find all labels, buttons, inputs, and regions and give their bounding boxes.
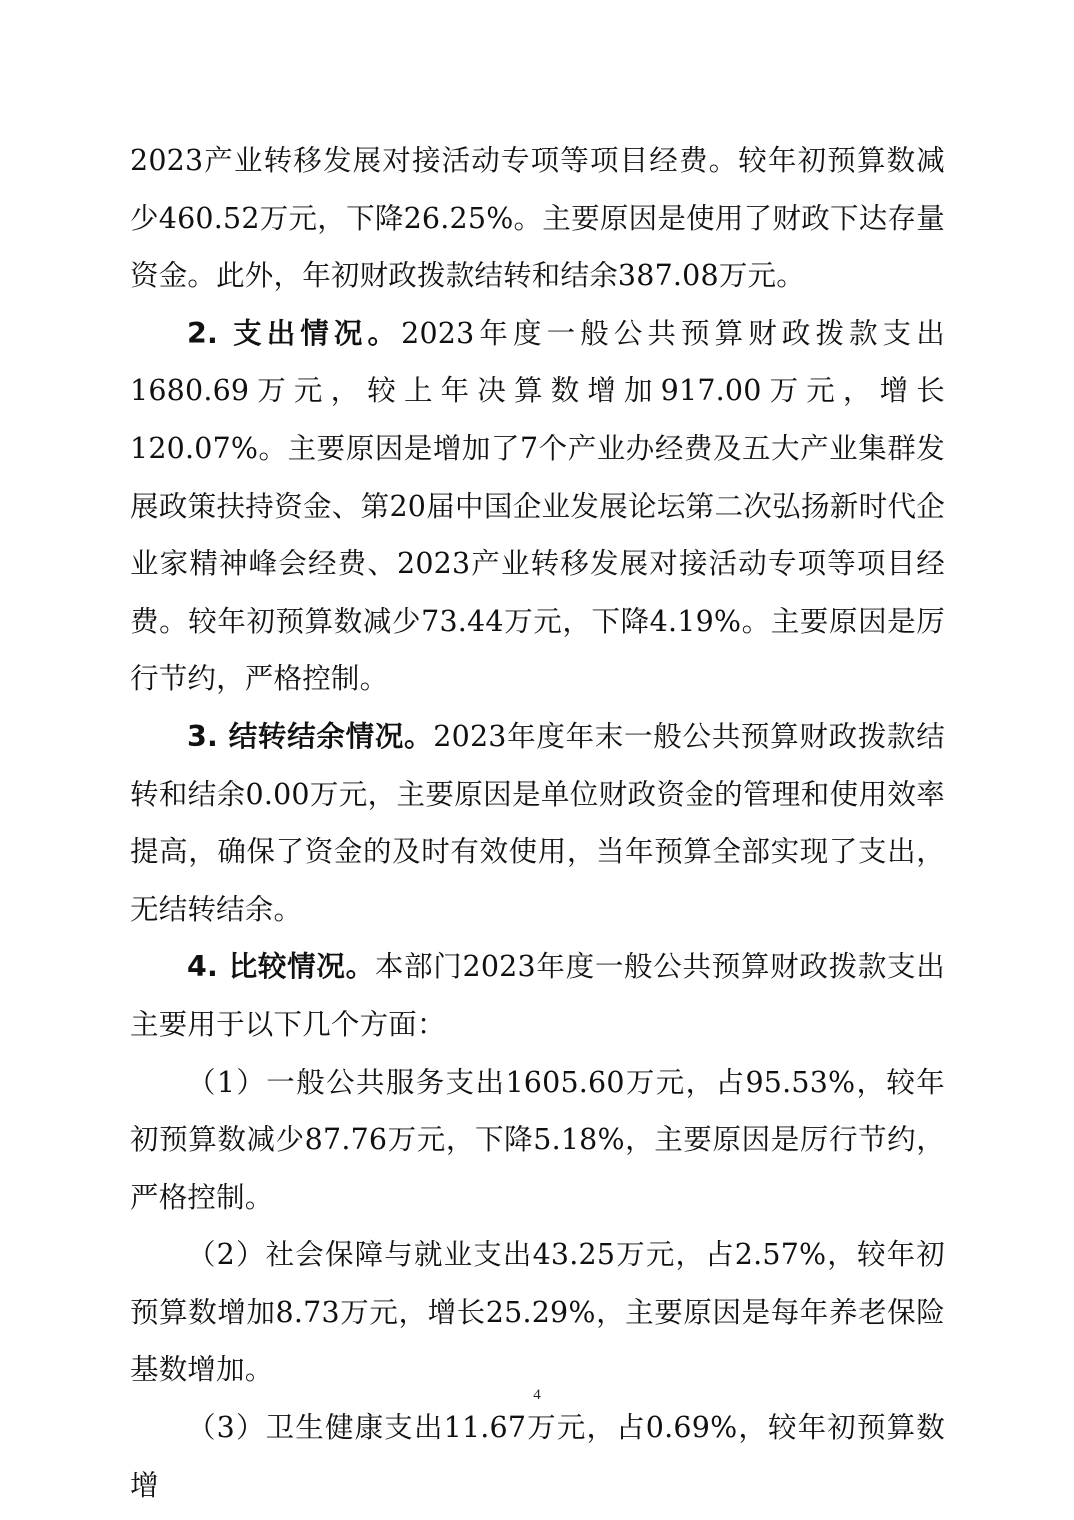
paragraph-expenditure: [130, 305, 945, 708]
paragraph-text: 2023产业转移发展对接活动专项等项目经费。较年初预算数减少460.52万元，下降26.25%。主要原因是使用了财政下达存量资金。此外，年初财政拨款结转和结余387.08万元。: [130, 144, 945, 293]
list-item-social-security: [130, 1226, 945, 1399]
list-item-text: （1）一般公共服务支出1605.60万元，占95.53%，较年初预算数减少87.76万元，下降5.18%，主要原因是厉行节约，严格控制。: [130, 1065, 945, 1214]
paragraph-text: 本部门2023年度一般公共预算财政拨款支出主要用于以下几个方面：: [130, 950, 946, 1041]
section-heading-comparison: 4. 比较情况。: [187, 950, 375, 984]
list-item-text: （2）社会保障与就业支出43.25万元，占2.57%，较年初预算数增加8.73万元，增长25.29%，主要原因是每年养老保险基数增加。: [130, 1238, 945, 1387]
list-item-text: （3）卫生健康支出11.67万元，占0.69%，较年初预算数增: [130, 1411, 945, 1502]
list-item-general-public-services: [130, 1054, 945, 1227]
section-heading-expenditure: 2. 支出情况。: [187, 316, 402, 350]
paragraph-carryover: [130, 708, 945, 938]
paragraph-text: 2023年度一般公共预算财政拨款支出1680.69万元，较上年决算数增加917.00万元，增长120.07%。主要原因是增加了7个产业办经费及五大产业集群发展政策扶持资金、第20届中国企业发展论坛第二次弘扬新时代企业家精神峰会经费、2023产业转移发展对接活动专项等项目经费。较年初预算数减少73.44万元，下降4.19%。主要原因是厉行节约，严格控制。: [130, 316, 945, 696]
page-number: 4: [533, 1387, 541, 1403]
paragraph-comparison: [130, 938, 945, 1053]
document-body: [130, 132, 945, 1514]
paragraph-revenue-continued: [130, 132, 945, 305]
paragraph-text: 2023年度年末一般公共预算财政拨款结转和结余0.00万元，主要原因是单位财政资金的管理和使用效率提高，确保了资金的及时有效使用，当年预算全部实现了支出，无结转结余。: [130, 719, 945, 926]
section-heading-carryover: 3. 结转结余情况。: [187, 719, 434, 753]
list-item-health: [130, 1399, 945, 1514]
